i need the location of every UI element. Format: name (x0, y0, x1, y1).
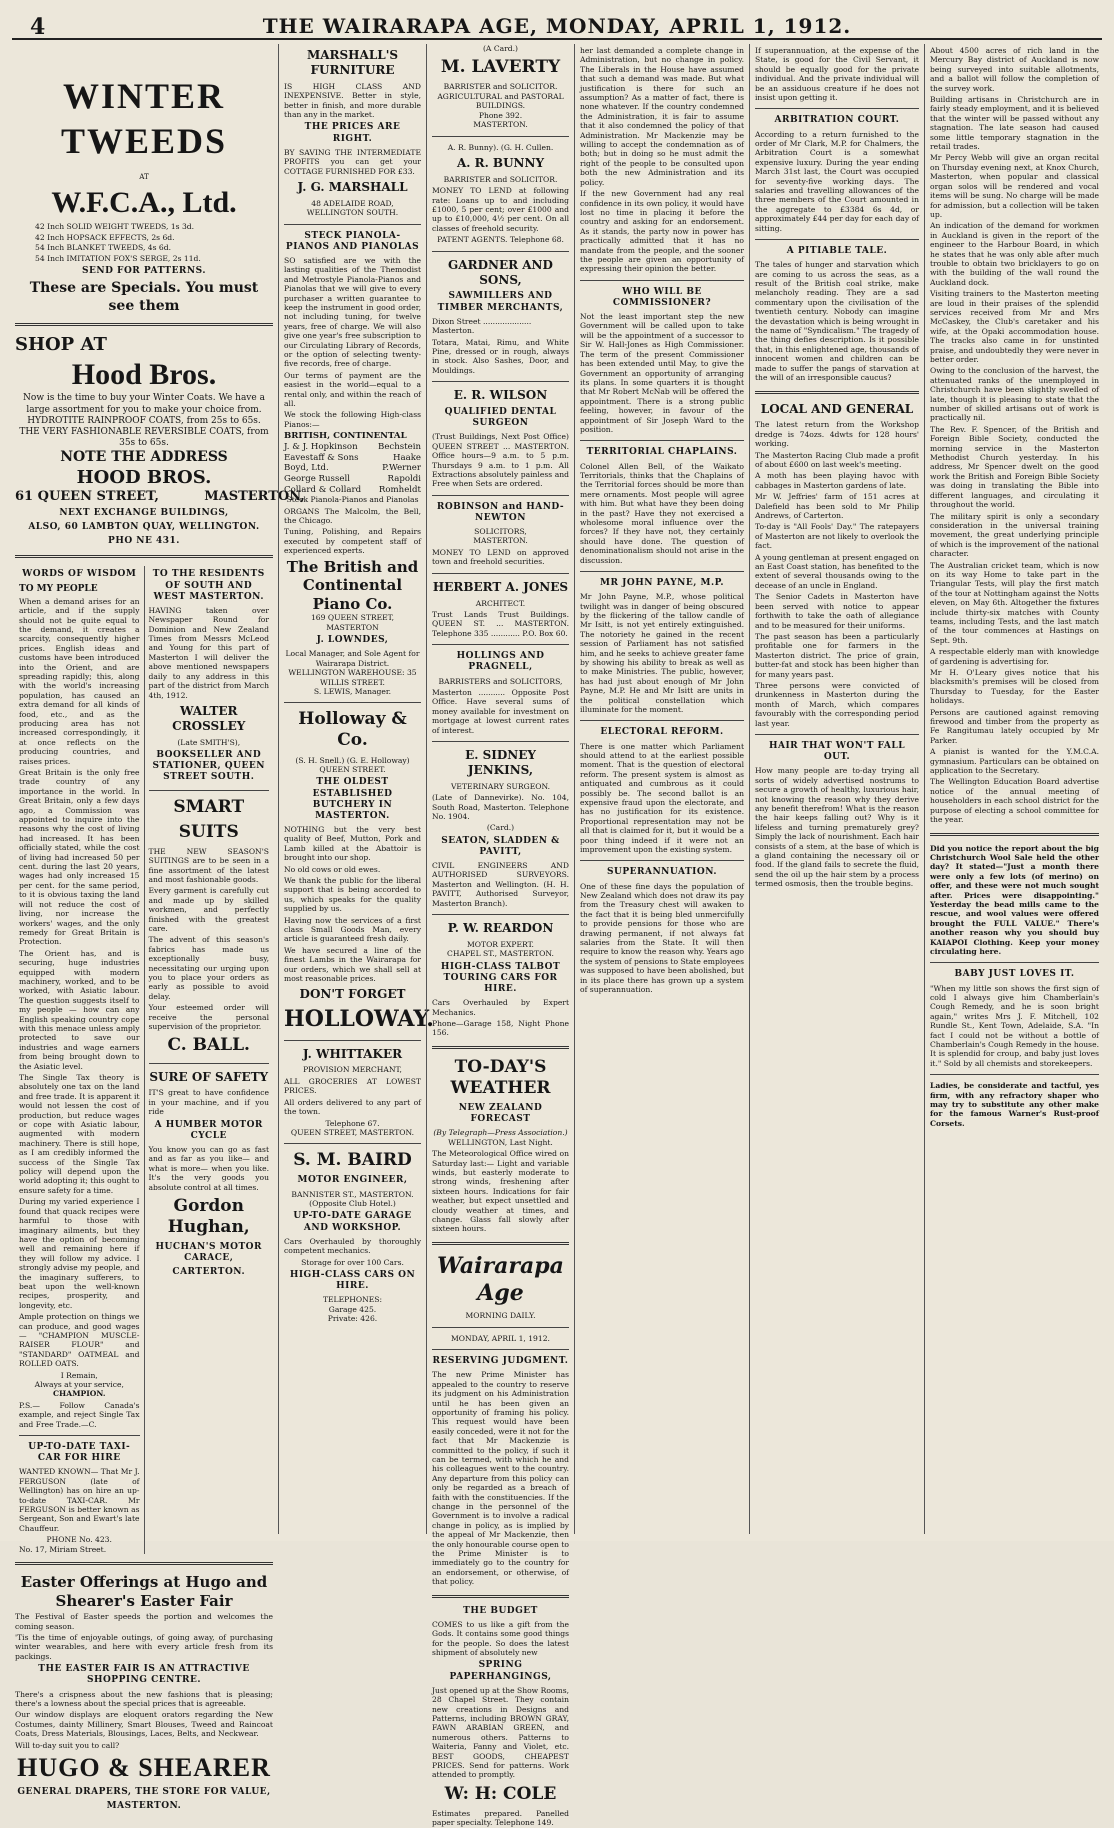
paragraph: The tales of hunger and starvation which are coming to us across the seas, as a result of the British coal strike, make melancholy reading. They are a sad commentary upon the civilisation of the twentieth century. Nobody can imagine the devastation which is being wrought in the name of "Syndicalism." The tragedy of the thing defies description. Is it possible that, in this enlightened age, thousands of innocent women and children can be made to suffer the pangs of starvation at the will of an irresponsible caucus? (755, 260, 919, 383)
paper-daily: MORNING DAILY. (465, 1311, 536, 1321)
paragraph: The military spirit is only a secondary consideration in the universal training movement, the great underlying principle of which is the improvement of the national character. (930, 511, 1099, 559)
note-address: NOTE THE ADDRESS (60, 449, 228, 466)
paper-nameplate: Wairarapa Age (437, 1252, 564, 1307)
paragraph: The Wellington Education Board advertise notice of the annual meeting of householders in each school district for the purpose of electing a school committee for the year. (930, 777, 1099, 825)
piano-brand: Haake (392, 452, 421, 463)
paragraph: Just opened up at the Show Rooms, 28 Chapel Street. They contain new creations in Designs and Patterns, including BROWN GRAY, FAWN ARABIAN GREEN, and numerous others. Patterns to Waiteria, Fanny and Violet, etc. BEST GOODS, CHEAPEST PRICES. Send for patterns. Work attended to promptly. (432, 1685, 569, 1780)
taxi-body: WANTED KNOWN— That Mr J. FERGUSON (late of Wellington) has on hire an up-to-date TAXI-CAR. Mr FERGUSON is better known as Sergeant, Son and Ewart's late Chauffeur. (19, 1467, 140, 1533)
paragraph: The Rev. F. Spencer, of the British and Foreign Bible Society, conducted the morning service in the Masterton Methodist Church yesterday. In his address, Mr Spencer dwelt on the good work the British and Foreign Bible Society was doing in translating the Bible into different languages, and circulating it throughout the world. (930, 424, 1099, 510)
paragraph: The Senior Cadets in Masterton have been served with notice to appear forthwith to take the oath of allegiance and to be measured for their uniforms. (755, 592, 919, 630)
paragraph: The Australian cricket team, which is now on its way Home to take part in the Triangular Tests, will play the first match of the tour at Nottingham against the Notts eleven, on May 6th. Altogether the fixtures include thirty-six matches with County teams, including Tests, and the last match of the tour commences at Hastings on Sept. 9th. (930, 560, 1099, 645)
list-item: 54 Inch BLANKET TWEEDS, 4s 6d. (35, 243, 172, 253)
piano-brand: George Russell (284, 473, 350, 484)
wisdom-column (15, 566, 144, 1554)
dental: QUALIFIED DENTAL SURGEON (444, 407, 557, 429)
paragraph: There's a crispness about the new fashions that is pleasing; there's a lowness about the special prices that is agreeable. (15, 1689, 273, 1708)
baird-address: BANNISTER ST., MASTERTON. (Opposite Club Hotel.) (291, 1189, 414, 1208)
chapel-street: CHAPEL ST., MASTERTON. (447, 949, 554, 959)
piano-brand: Romheldt (378, 484, 421, 495)
manager: S. LEWIS, Manager. (313, 686, 392, 696)
holloway-heading: Holloway & Co. (298, 709, 407, 751)
paragraph: Every garment is carefully cut and made up by skilled workmen, and perfectly finished with the greatest care. (148, 886, 269, 933)
whittaker-name: J. WHITTAKER (302, 1046, 403, 1061)
reardon-name: P. W. REARDON (447, 921, 554, 936)
weather-sub: NEW ZEALAND FORECAST (458, 1103, 543, 1125)
paragraph: NOTHING but the very best quality of Beef, Mutton, Pork and Lamb killed at the Abattoir is brought into our shop. (284, 824, 421, 863)
agri-buildings: AGRICULTURAL and PASTORAL BUILDINGS. (437, 91, 564, 111)
taxi-phone: PHONE No. 423. (46, 1535, 112, 1545)
hood-body: THE VERY FASHIONABLE REVERSIBLE COATS, from 35s to 65s. (19, 426, 269, 448)
hood-bros-title: Hood Bros. (71, 358, 217, 392)
smart-heading: SMART (173, 796, 245, 817)
piano-brand: Rapoldi (387, 473, 421, 484)
list-item: 42 Inch SOLID WEIGHT TWEEDS, 1s 3d. (35, 222, 195, 232)
hollings-sub: BARRISTERS and SOLICITORS, (438, 676, 563, 686)
lowndes-sub: Local Manager, and Sole Agent for Wairarapa District. (285, 649, 420, 668)
paragraph: A respectable elderly man with knowledge of gardening is advertising for. (930, 647, 1099, 666)
paragraph: Tuning, Polishing, and Repairs executed by competent staff of experienced experts. (284, 527, 421, 556)
weather-dateline: WELLINGTON, Last Night. (448, 1137, 553, 1147)
sawmillers: SAWMILLERS AND TIMBER MERCHANTS, (437, 291, 564, 313)
hugo-shearer-title: HUGO & SHEARER (17, 1752, 271, 1782)
paragraph: The Festival of Easter speeds the portion and welcomes the coming season. (15, 1612, 273, 1631)
hood-body: HYDROTITE RAINPROOF COATS, from 25s to 65s. (27, 415, 261, 426)
phone: Phone 392. (478, 110, 523, 120)
paragraph: The Orient has, and is securing, huge industries equipped with modern machinery, worked, and to be worked, with Asiatic labour. The question suggests itself to my people — how can any English speaking country cope with this menace unless amply protected to save our industries and wage earners from being brought down to the Asiatic level. (19, 948, 140, 1071)
paragraph: MONEY TO LEND at following rate: Loans up to and including £1000, 5 per cent; over £1000 and up to £10,000, 4½ per cent. On all classes of freehold security. (432, 186, 569, 233)
paragraph: You know you can go as fast and as far as you like— and what is more— when you like. It's the very goods you absolute control at all times. (148, 1144, 269, 1192)
easter-fair-sub: THE EASTER FAIR IS AN ATTRACTIVE SHOPPING CENTRE. (38, 1664, 250, 1686)
bunny-name: A. R. BUNNY (456, 155, 545, 170)
steck-line: Steck Pianola-Pianos and Pianolas (286, 495, 419, 505)
signoff-name: CHAMPION. (53, 1389, 106, 1399)
hair-heading: HAIR THAT WON'T FALL OUT. (768, 740, 906, 763)
paragraph: We have secured a line of the finest Lambs in the Wairarapa for our orders, which we shall sell at most reasonable prices. (284, 945, 421, 984)
signoff: I Remain, (60, 1370, 98, 1380)
piano-brand: J. & J. Hopkinson (284, 441, 358, 452)
paragraph: Colonel Allen Bell, of the Waikato Territorials, thinks that the Chaplains of the Territorial forces should be more than mere ornaments. Most people will agree with him. But what have they been doing in the past? Have they not exercised a wholesome moral influence over the forces? If they have not, they certainly should have done. The question of denominationalism should not arise in the discussion. (580, 461, 744, 565)
paragraph: Not the least important step the new Government will be called upon to take will be the appointment of a successor to Sir W. Hall-Jones as High Commissioner. The term of the present Commissioner has been extended until May, to give the Government an opportunity of arranging its plans. In some quarters it is thought that Mr Robert McNab will be offered the appointment. There is a strong public feeling, however, in favour of the appointment of Sir Joseph Ward to the position. (580, 312, 744, 434)
phone-number: PHO NE 431. (108, 536, 180, 547)
wfca-name: W.F.C.A., Ltd. (51, 186, 237, 220)
wilson-name: E. R. WILSON (453, 388, 548, 403)
column-6 (924, 44, 1104, 1534)
kaiapoi-ad: Did you notice the report about the big Christchurch Wool Sale held the other day? It stated—"Just a month there were only a few lots (of merino) on offer, and these were not much sought after. Prices were disappointing." Yesterday the bead mills came to the rescue, and wool values were offered brought the FULL VALUE." There's another reason why you should buy KAIAPOI Clothing. Keep your money circulating here. (930, 843, 1099, 956)
paragraph: BY SAVING THE INTERMEDIATE PROFITS you can get your COTTAGE FURNISHED FOR £33. (284, 147, 421, 176)
crossley-heading: TO THE RESIDENTS OF SOUTH AND WEST MASTERTON. (152, 569, 265, 602)
paragraph: The Masterton Racing Club made a profit of about £600 on last week's meeting. (755, 450, 919, 469)
paragraph: A pianist is wanted for the Y.M.C.A. gymnasium. Particulars can be obtained on application to the Secretary. (930, 747, 1099, 776)
paragraph: Owing to the conclusion of the harvest, the attenuated ranks of the unemployed in Christchurch have been slightly swelled of late, though it is pleasing to state that the number of skilled artisans out of work is practically nil. (930, 366, 1099, 423)
garage-phone: Garage 425. (328, 1304, 377, 1314)
paragraph: THE NEW SEASON'S SUITINGS are to be seen in a fine assortment of the latest and most fashionable goods. (148, 846, 269, 884)
bunny-names: A. R. Bunny). (G. H. Cullen. (447, 142, 554, 152)
paragraph: Visiting trainers to the Masterton meeting are loud in their praises of the splendid services received from Mr and Mrs McCaskey, the Club's caretaker and his wife, at the Opaki accommodation house. The tracks also came in for unstinted praise, and undoubtedly they were never in better order. (930, 289, 1099, 364)
spring-paperhangings: SPRING PAPERHANGINGS, (449, 1660, 552, 1682)
reserving-heading: RESERVING JUDGMENT. (432, 1356, 569, 1367)
hugo-town: MASTERTON. (106, 1801, 182, 1812)
british-address: 169 QUEEN STREET, MASTERTON (310, 613, 395, 632)
patent: PATENT AGENTS. Telephone 68. (437, 235, 564, 245)
architect: ARCHITECT. (475, 598, 526, 608)
piano-brand: Eavestaff & Sons (284, 452, 359, 463)
paragraph: Great Britain is the only free trade country of any importance in the world. In Great Britain, only a few days ago, a Commission was appointed to inquire into the reasons why the cost of living had increased. It has been officially stated, while the cost of living had increased 50 per cent. during the last 20 years, wages had only increased 15 per cent. for the same period, to it is obvious taxing the land will not reduce the cost of living, nor increase the workers' wages, and the only remedy for Great Britain is Protection. (19, 768, 140, 947)
cole-name: W: H: COLE (444, 1783, 557, 1804)
territorial-heading: TERRITORIAL CHAPLAINS. (586, 447, 738, 458)
paragraph: SO satisfied are we with the lasting qualities of the Themodist and Metrostyle Pianola-Pianos and Pianolas that we will give to every purchaser a written guarantee to keep the instrument in good order, not including tuning, for twelve years, free of charge. We will also give one year's free subscription to our Circulating Library of Records, or the option of selecting twenty-five records, free of charge. (284, 255, 421, 369)
masthead (12, 6, 1102, 40)
motor-cycle: A HUMBER MOTOR CYCLE (154, 1119, 263, 1141)
paragraph: Having now the services of a first class Small Goods Man, every article is guaranteed fresh daily. (284, 915, 421, 944)
carterton: CARTERTON. (172, 1267, 246, 1278)
seaton-name: SEATON, SLADDEN & PAVITT, (441, 835, 560, 857)
pitiable-heading: A PITIABLE TALE. (786, 246, 888, 257)
dont-forget: DON'T FORGET (299, 987, 406, 1002)
crossley-name: WALTER CROSSLEY (172, 703, 246, 733)
paragraph: No old cows or old ewes. (284, 864, 381, 874)
hood-address: 61 QUEEN STREET, MASTERTON, (15, 488, 305, 504)
crossley-late: (Late SMITH'S), (177, 737, 241, 747)
provision-merchant: PROVISION MERCHANT, (303, 1065, 402, 1075)
paragraph: Ample protection on things we can produce, and good wages — "CHAMPION MUSCLE-RAISER FLOUR" and "STANDARD" OATMEAL and ROLLED OATS. (19, 1312, 140, 1369)
paragraph: A moth has been playing havoc with cabbages in Masterton gardens of late. (755, 471, 919, 490)
british-piano-name: The British and Continental Piano Co. (286, 557, 419, 613)
winter-tweeds-heading: WINTER TWEEDS (60, 76, 228, 161)
easter-heading: Easter Offerings at Hugo and Shearer's Easter Fair (20, 1573, 268, 1610)
paragraph: How many people are to-day trying all sorts of widely advertised nostrums to secure a growth of healthy, luxurious hair, not knowing the reason why they derive any benefit therefrom! What is the reason the hair keeps falling out? Why is it lifeless and turning prematurely grey? Simply the lack of nourishment. Each hair consists of a stem, at the base of which is a gland containing the necessary oil or food. If the gland fails to secrete the fluid, send the oil up the hair stem by a process termed osmosis, then the trouble begins. (755, 766, 919, 889)
piano-brand: Bechstein (378, 441, 421, 452)
crossley-column (144, 566, 274, 1554)
oldest-butchery: THE OLDEST ESTABLISHED BUTCHERY IN MASTERTON. (312, 777, 393, 821)
paragraph: ORGANS The Malcolm, the Bell, the Chicago. (284, 506, 421, 525)
paragraph: Mr W. Jeffries' farm of 151 acres at Dalefield has been sold to Mr Philip Andrews, of Carterton. (755, 492, 919, 521)
weather-by: (By Telegraph—Press Association.) (433, 1128, 568, 1138)
piano-list (284, 431, 421, 495)
masterton: MASTERTON. (473, 536, 528, 546)
col1-split (15, 566, 273, 1554)
local-general-heading: LOCAL AND GENERAL (760, 401, 914, 416)
paragraph: Mr Percy Webb will give an organ recital on Thursday evening next, at Knox Church, Masterton, when popular and classical organ solos will be rendered and vocal items will be sung. No charge will be made for admission, but a collection will be taken up. (930, 153, 1099, 219)
column-4 (574, 44, 749, 1534)
list-item: 54 Inch IMITATION FOX'S SERGE, 2s 11d. (35, 253, 201, 263)
taxi-address: No. 17, Miriam Street. (19, 1544, 107, 1554)
paragraph: (Late of Dannevirke). No. 104, South Road, Masterton. Telephone No. 1904. (432, 793, 569, 821)
barrister: BARRISTER and SOLICITOR. (443, 82, 558, 92)
gardner-name: GARDNER AND SONS, (448, 257, 553, 287)
paragraph: About 4500 acres of rich land in the Mercury Bay district of Auckland is now being surveyed into suitable allotments, and a ballot will follow the completion of the survey work. (930, 46, 1099, 93)
paragraph: (Trust Buildings, Next Post Office) QUEEN STREET ... MASTERTON. Office hours—9 a.m. to 5 p.m. Thursdays 9 a.m. to 1 p.m. All Extractions absolutely painless and Free when Sets are ordered. (432, 432, 569, 489)
page-number: 4 (30, 14, 46, 40)
queen-street: QUEEN STREET, MASTERTON. (290, 1127, 415, 1137)
paragraph: We stock the following High-class Pianos:— (284, 410, 421, 429)
paragraph: Mr John Payne, M.P., whose political twilight was in danger of being obscured by the flickering of the tallow candle of Mr Isitt, is not yet entirely extinguished. The notoriety he gained in the recent session of Parliament has not satisfied him, and he seeks to achieve greater fame by showing his ability to break as well as to make Ministries. The public, however, has had just about enough of Mr John Payne, M.P. He and Mr Isitt are units in the political constellation which illuminate for the moment. (580, 592, 744, 714)
paragraph: her last demanded a complete change in Administration, but no change in policy. The Liberals in the House have assumed that such a demand was made. But what justification is there for such an assumption? As a matter of fact, there is none whatever. If the country condemned the Administration, it is fair to assume that it also condemned the policy of that Administration. Mr Mackenzie may be willing to accept the condemnation as of both; but in doing so he must admit the right of the people to be consulted upon both the new Administration and its policy. (580, 46, 744, 187)
also-address: ALSO, 60 LAMBTON QUAY, WELLINGTON. (28, 522, 260, 533)
suits-heading: SUITS (178, 821, 239, 842)
wisdom-heading: WORDS OF WISDOM (22, 569, 137, 580)
shop-at: SHOP AT (15, 333, 107, 355)
paragraph: If the new Government had any real confidence in its own policy, it would have lost no time in placing it before the country and asking for an endorsement. As it stands, the party now in power has practically admitted that it has no mandate from the people, and the sooner the people are given an opportunity of expressing their opinion the better. (580, 189, 744, 274)
bunny-title: BARRISTER and SOLICITOR. (443, 174, 558, 184)
solicitors: SOLICITORS, (474, 527, 527, 537)
crossley-body: HAVING taken over Newspaper Round for Dominion and New Zealand Times from Messrs McLeod and Young for this part of Masterton I will deliver the above mentioned newspapers daily to any address in this part of the district from March 4th, 1912. (148, 605, 269, 700)
tweed-list (15, 222, 273, 263)
send-patterns: SEND FOR PATTERNS. (82, 265, 206, 276)
at-label: AT (139, 172, 149, 182)
masterton: MASTERTON. (473, 120, 528, 130)
garage: UP-TO-DATE GARAGE AND WORKSHOP. (293, 1211, 412, 1233)
holloway-names: (S. H. Snell.) (G. E. Holloway) (295, 755, 410, 765)
newspaper-title: THE WAIRARAPA AGE, MONDAY, APRIL 1, 1912. (262, 14, 852, 38)
column-5 (749, 44, 924, 1534)
paragraph: Totara, Matai, Rimu, and White Pine, dressed or in rough, always in stock. Also Sashes, Door, and Mouldings. (432, 337, 569, 375)
commissioner-heading: WHO WILL BE COMMISSIONER? (612, 286, 712, 308)
vet: VETERINARY SURGEON. (450, 781, 551, 791)
paper-date: MONDAY, APRIL 1, 1912. (451, 1333, 550, 1343)
taxi-heading: UP-TO-DATE TAXI-CAR FOR HIRE (28, 1442, 131, 1464)
prices-right: THE PRICES ARE RIGHT. (304, 122, 401, 144)
paragraph: ALL GROCERIES AT LOWEST PRICES. (284, 1076, 421, 1096)
paragraph: To-day is "All Fools' Day." The ratepayers of Masterton are not likely to overlook the fact. (755, 522, 919, 551)
motor-expert: MOTOR EXPERT. (467, 939, 534, 949)
paragraph: When a demand arises for an article, and if the supply should not be quite equal to the demand, it creates a scarcity, consequently higher prices. English ideas and customs have been introduced into the Orient, and are spreading rapidly; this, along with the world's increasing population, has caused an extra demand for all kinds of food, etc., and as the producing area has not increased correspondingly, it at once reflects on the producing countries, and raises prices. (19, 596, 140, 766)
hugo-sub: GENERAL DRAPERS, THE STORE FOR VALUE, (17, 1787, 271, 1798)
paragraph: Building artisans in Christchurch are in fairly steady employment, and it is believed that the winter will be passed without any stagnation. The late season had caused some little temporary stagnation in the retail trades. (930, 95, 1099, 152)
paragraph: Mr H. O'Leary gives notice that his blacksmith's premises will be closed from Thursday to Tuesday, for the Easter holidays. (930, 668, 1099, 706)
safety-heading: SURE OF SAFETY (149, 1069, 269, 1084)
piano-brand: Boyd, Ltd. (284, 463, 329, 474)
telephones: TELEPHONES: (322, 1295, 383, 1305)
paragraph: Your esteemed order will receive the personal supervision of the proprietor. (148, 1003, 269, 1032)
paragraph: IS HIGH CLASS AND INEXPENSIVE. Better in style, better in finish, and more durable than any in the market. (284, 81, 421, 119)
steck-heading: STECK PIANOLA-PIANOS AND PIANOLAS (285, 230, 420, 252)
baby-heading: BABY JUST LOVES IT. (954, 969, 1075, 980)
paragraph: All orders delivered to any part of the town. (284, 1097, 421, 1117)
paragraph: We thank the public for the liberal support that is being accorded to us, which speaks for the quality supplied by us. (284, 876, 421, 914)
paragraph: There is one matter which Parliament should attend to at the earliest possible moment. That is the question of electoral reform. The present system is almost as antiquated and cumbrous as it could possibly be. The second ballot is an expensive fraud upon the electorate, and has no justification for its existence. Proportional representation may not be all that is claimed for it, but it would be a poor thing indeed if it were not an improvement upon the existing system. (580, 741, 744, 855)
hire: HIGH-CLASS CARS ON HIRE. (289, 1269, 416, 1292)
piano-brand: BRITISH, CONTINENTAL (284, 431, 407, 442)
paragraph: COMES to us like a gift from the Gods. It contains some good things for the people. So does the latest shipment of absolutely new (432, 1619, 569, 1658)
paragraph: Will to-day suit you to call? (15, 1740, 120, 1750)
arbitration-heading: ARBITRATION COURT. (774, 115, 900, 126)
laverty-name: M. LAVERTY (440, 57, 561, 78)
card-label: (Card.) (486, 823, 515, 833)
paragraph: During my varied experience I found that quack recipes were harmful to those with imaginary ailments, but they have the option of becoming well and remaining here if they will follow my advice. I strongly advise my people, and the imaginary sufferers, to beat upon the well-known recipes, prosperity, and longevity, etc. (19, 1197, 140, 1310)
column-3 (426, 44, 574, 1828)
weather-heading: TO-DAY'S WEATHER (450, 1056, 551, 1098)
column-1 (10, 44, 305, 1812)
paragraph: The Single Tax theory is absolutely one tax on the land and free trade. It is apparent it would not lessen the cost of production, but reduce wages or cope with Asiatic labour, augmented with modern machinery. There is still hope, as I am credibly informed the success of the Single Tax policy will depend upon the world adopting it; this ought to ensure safety for a time. (19, 1073, 140, 1195)
queen-street: QUEEN STREET. (319, 764, 386, 774)
paragraph: Three persons were convicted of drunkenness in Masterton during the month of March, which compares favourably with the corresponding period last year. (755, 680, 919, 728)
hughan-name: Gordon Hughan, (167, 1195, 250, 1238)
private-phone: Private: 426. (327, 1314, 378, 1324)
marshall-heading: MARSHALL'S FURNITURE (306, 48, 399, 77)
piano-brand: P.Werner (382, 463, 421, 474)
card-label: (A Card.) (482, 44, 519, 53)
column-2 (278, 44, 434, 1534)
paragraph: A young gentleman at present engaged on an East Coast station, has benefited to the extent of several thousands owing to the decease of an uncle in England. (755, 552, 919, 590)
paragraph: MONEY TO LEND on approved town and freehold securities. (432, 547, 569, 567)
paragraph: Estimates prepared. Panelled paper specialty. Telephone 149. (432, 1808, 569, 1828)
list-item: 42 Inch HOPSACK EFFECTS, 2s 6d. (35, 232, 175, 242)
hood-body: Now is the time to buy your Winter Coats. We have a large assortment for you to make your choice from. (23, 393, 265, 415)
paragraph: Our window displays are eloquent orators regarding the New Costumes, dainty Millinery, Smart Blouses, Tweed and Raincoat Coats, Dress Materials, Blousings, Laces, Belts, and Neckwear. (15, 1710, 273, 1739)
superannuation-heading: SUPERANNUATION. (607, 867, 717, 878)
motor-engineer: MOTOR ENGINEER, (297, 1175, 408, 1186)
paragraph: "When my little son shows the first sign of cold I always give him Chamberlain's Cough Remedy, and he is soon bright again," writes Mrs J. F. Mitchell, 102 Rundle St., Kent Town, Adelaide, S.A. "In fact I could not be without a bottle of Chamberlain's Cough Remedy in the house. It is splendid for croup, and baby just loves it." Sold by all chemists and storekeepers. (930, 983, 1099, 1068)
robinson-name: ROBINSON and HAND-NEWTON (436, 501, 565, 523)
marshall-address: 48 ADELAIDE ROAD, (311, 198, 394, 208)
marshall-name: J. G. MARSHALL (297, 179, 408, 194)
paragraph: 'Tis the time of enjoyable outings, of going away, of purchasing winter wearables, and here with every article fresh from its packings. (15, 1633, 273, 1661)
paragraph: Cars Overhauled by thoroughly competent mechanics. (284, 1236, 421, 1256)
paragraph: If superannuation, at the expense of the State, is good for the Civil Servant, it should be equally good for the private individual. And the private individual will be an assiduous creature if he does not insist upon getting it. (755, 46, 919, 103)
payne-heading: MR JOHN PAYNE, M.P. (600, 577, 724, 588)
hollings-name: HOLLINGS AND PRAGNELL, (456, 651, 545, 673)
paragraph: IT'S great to have confidence in your machine, and if you ride (148, 1088, 269, 1117)
paragraph: CIVIL ENGINEERS AND AUTHORISED SURVEYORS. Masterton and Wellington. (H. H. PAVITT, Authorised Surveyor, Masterton Branch). (432, 861, 569, 908)
marshall-town: WELLINGTON SOUTH. (306, 208, 399, 218)
paragraph: The Meteorological Office wired on Saturday last:— Light and variable winds, but easterly moderate to strong winds, freshening after sixteen hours. Indications for fair weather, but expect unsettled and cloudy weather at times, and change. Glass fall slowly after sixteen hours. (432, 1149, 569, 1234)
paragraph: Cars Overhauled by Expert Mechanics. (432, 998, 569, 1017)
paragraph: Our terms of payment are the easiest in the world—equal to a rental only, and within the reach of all. (284, 370, 421, 408)
signoff: Always at your service, (34, 1380, 124, 1390)
wisdom-sub: TO MY PEOPLE (19, 583, 98, 594)
lowndes-name: J. LOWNDES, (316, 635, 389, 646)
paragraph: Trust Lands Trust Buildings. QUEEN ST. ... MASTERTON. Telephone 335 ............ P.O. Box 60. (432, 609, 569, 638)
electoral-heading: ELECTORAL REFORM. (600, 727, 724, 738)
crossley-trade: BOOKSELLER AND STATIONER, QUEEN STREET SOUTH. (152, 750, 265, 783)
holloway-big: HOLLOWAY. (284, 1006, 434, 1033)
paragraph: The new Prime Minister has appealed to the country to reserve its judgment on his Administration until he has been given an opportunity of framing his policy. This request would have been easily conceded, were it not for the fact that Mr Mackenzie is committed to the policy, if such it can be termed, with which he and his colleagues went to the country. Any departure from this policy can only be regarded as a breach of faith with the constituencies. If the change in the personnel of the Government is to involve a radical change in policy, as is implied by the appeal of Mr Mackenzie, then the only honourable course open to the Prime Minister is to immediately go to the country for an endorsement, or otherwise, of that policy. (432, 1370, 569, 1587)
cball-name: C. BALL. (167, 1035, 250, 1056)
telephone: Telephone 67. (325, 1118, 380, 1128)
hood-bros-name: HOOD BROS. (76, 466, 212, 488)
postscript: P.S.— Follow Canada's example, and reject Single Tax and Free Trade.—C. (19, 1400, 140, 1429)
hughan-sub: HUCHAN'S MOTOR CARACE, (155, 1242, 262, 1264)
paragraph: Phone—Garage 158, Night Phone 156. (432, 1019, 569, 1038)
piano-brand: Collard & Collard (284, 484, 362, 495)
specials-line: These are Specials. You must see them (29, 280, 259, 314)
jenkins-name: E. SIDNEY JENKINS, (465, 747, 536, 777)
storage: Storage for over 100 Cars. (301, 1257, 404, 1267)
paragraph: Masterton ........... Opposite Post Office. Have several sums of money available for investment on mortgage at lowest current rates of interest. (432, 687, 569, 735)
dixon: Dixon Street .................... Masterton. (432, 316, 532, 336)
paragraph: An indication of the demand for workmen in Auckland is given in the report of the engineer to the Harbour Board, in which he states that he was only able after much trouble to obtain two bricklayers to go on with the building of the wall round the Auckland dock. (930, 221, 1099, 287)
budget-heading: THE BUDGET (463, 1605, 538, 1616)
paragraph: The latest return from the Workshop dredge is 74ozs. 4dwts for 128 hours' working. (755, 420, 919, 449)
warehouse: WELLINGTON WAREHOUSE: 35 WILLIS STREET. (288, 668, 417, 687)
baird-name: S. M. BAIRD (293, 1150, 412, 1171)
exchange-buildings: NEXT EXCHANGE BUILDINGS, (59, 507, 229, 518)
paragraph: Persons are cautioned against removing firewood and timber from the property as Fe Rangitumau lately occupied by Mr Parker. (930, 707, 1099, 745)
paragraph: The advent of this season's fabrics has made us exceptionally busy, necessitating our urging upon you to place your orders as early as possible to avoid delay. (148, 935, 269, 1001)
corsets-ad: Ladies, be considerate and tactful, yes firm, with any refractory shaper who may try to substitute any other make for the famous Warner's Rust-proof Corsets. (930, 1081, 1099, 1128)
jones-name: HERBERT A. JONES (432, 579, 569, 594)
paragraph: According to a return furnished to the order of Mr Clark, M.P. for Chalmers, the Arbitration Court is a somewhat expensive luxury. During the year ending March 31st last, the Court was occupied for seventy-five working days. The salaries and travelling allowances of the three members of the Court amounted in the aggregate to £3384 6s 4d, or approximately £44 per day for each day of sitting. (755, 129, 919, 233)
talbot-cars: HIGH-CLASS TALBOT TOURING CARS FOR HIRE. (440, 961, 561, 995)
paragraph: One of these fine days the population of New Zealand which does not draw its pay from the Treasury chest will awaken to the fact that it is being bled unmercifully to provide pensions for those who are drawing permanent, if not always fat salaries from the State. It will then require to know the reason why. Years ago the system of pensions to State employees was supposed to have been abolished, but in its place there has grown up a system of superannuation. (580, 881, 744, 995)
paragraph: The past season has been a particularly profitable one for farmers in the Masterton district. The price of grain, butter-fat and stock has been higher than for many years past. (755, 631, 919, 679)
